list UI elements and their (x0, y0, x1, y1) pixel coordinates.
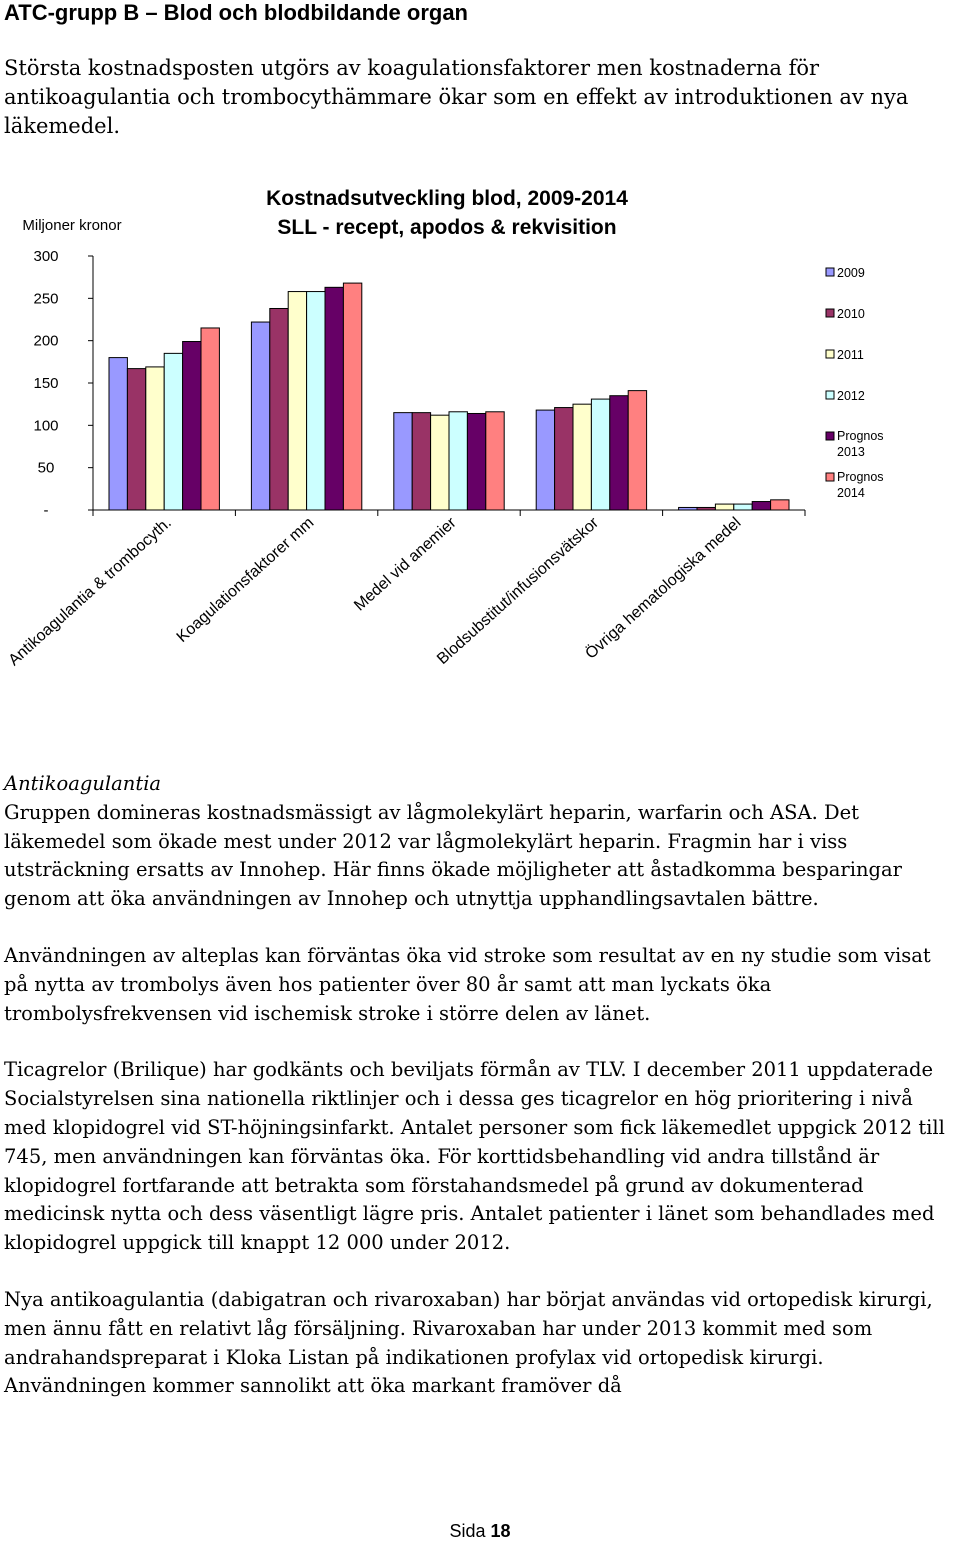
legend-label: 2011 (837, 348, 864, 362)
legend-label: Prognos (837, 470, 884, 484)
bar (394, 413, 412, 510)
bar (201, 328, 219, 510)
bar (146, 367, 164, 510)
footer-label: Sida (449, 1521, 486, 1541)
paragraph-1: Gruppen domineras kostnadsmässigt av lågmolekylärt heparin, warfarin och ASA. Det läkemedel som ökade mest under 2012 var lågmolekylärt heparin. Fragmin har i viss utsträckning ersatts av Innohep. Här finns ökade möjligheter att åstadkomma besparingar genom att öka användningen av Innohep och utnyttja upphandlingsavtalen bättre. (4, 800, 902, 911)
body-text (4, 770, 960, 1401)
legend-swatch (826, 432, 834, 440)
page-number: 18 (490, 1521, 511, 1541)
chart-subtitle: SLL - recept, apodos & rekvisition (277, 216, 617, 239)
bar (734, 504, 752, 510)
bar (307, 292, 325, 510)
legend-label: 2010 (837, 307, 865, 321)
bar (412, 413, 430, 510)
bar (343, 283, 361, 510)
category-label: Blodsubstitut/infusionsvätskor (434, 514, 603, 669)
bar (431, 415, 449, 510)
bar (486, 412, 504, 510)
bar (591, 399, 609, 510)
y-axis-label: Miljoner kronor (22, 217, 122, 234)
y-tick-label: 100 (33, 417, 59, 435)
legend-swatch (826, 268, 834, 276)
legend-label: 2014 (837, 486, 865, 500)
bar (628, 391, 646, 510)
legend-label: Prognos (837, 429, 884, 443)
bar (109, 358, 127, 510)
bar (715, 504, 733, 510)
bar (679, 507, 697, 510)
category-label: Koagulationsfaktorer mm (173, 514, 318, 646)
cost-chart (0, 170, 960, 730)
bar (555, 408, 573, 510)
legend-swatch (826, 350, 834, 358)
bar (270, 308, 288, 510)
legend-label: 2009 (837, 266, 865, 280)
category-label: Medel vid anemier (351, 514, 460, 615)
bar (697, 507, 715, 510)
category-label: Antikoagulantia & trombocyth. (5, 514, 175, 670)
bar (449, 412, 467, 510)
bar (127, 369, 145, 510)
legend-label: 2013 (837, 445, 865, 459)
y-tick-label: 300 (33, 248, 59, 265)
chart-title: Kostnadsutveckling blod, 2009-2014 (266, 187, 628, 210)
bar (610, 396, 628, 510)
y-tick-label: 250 (33, 290, 59, 308)
y-tick-label: 150 (33, 375, 59, 392)
section-title: Antikoagulantia (4, 772, 162, 795)
legend-label: 2012 (837, 389, 865, 403)
bar (752, 502, 770, 510)
paragraph-3: Ticagrelor (Brilique) har godkänts och beviljats förmån av TLV. I december 2011 uppdaterade Socialstyrelsen sina nationella riktlinjer och i dessa ges ticagrelor en hög prioritering i nivå med klopidogrel vid ST-höjningsinfarkt. Antalet personer som fick läkemedlet uppgick 2012 till 745, men användningen kan förväntas öka. För korttidsbehandling vid andra tillstånd är klopidogrel fortfarande att betrakta som förstahandsmedel på grund av dokumenterad medicinsk nytta och dess väsentligt lägre pris. Antalet patienter i länet som behandlades med klopidogrel uppgick till knappt 12 000 under 2012. (4, 1058, 945, 1255)
paragraph-2: Användningen av alteplas kan förväntas öka vid stroke som resultat av en ny studie som visat på nytta av trombolys även hos patienter över 80 år samt att man lyckats öka trombolysfrekvensen vid ischemisk stroke i större delen av länet. (4, 943, 931, 1025)
bar (288, 292, 306, 510)
bar (536, 410, 554, 510)
y-tick-label: 50 (37, 459, 55, 477)
bar (573, 404, 591, 510)
bar (467, 413, 485, 510)
paragraph-4: Nya antikoagulantia (dabigatran och rivaroxaban) har börjat användas vid ortopedisk kirurgi, men ännu fått en relativt låg försäljning. Rivaroxaban har under 2013 kommit med som andrahandspreparat i Kloka Listan på indikationen profylax vid ortopedisk kirurgi. Användningen kommer sannolikt att öka markant framöver då (4, 1287, 933, 1398)
legend-swatch (826, 309, 834, 317)
bar (164, 353, 182, 510)
page-heading: ATC-grupp B – Blod och blodbildande organ (4, 0, 468, 25)
bar (183, 342, 201, 510)
bar (251, 322, 269, 510)
intro-paragraph: Största kostnadsposten utgörs av koagulationsfaktorer men kostnaderna för antikoagulantia och trombocythämmare ökar som en effekt av introduktionen av nya läkemedel. (4, 56, 909, 138)
bar (771, 500, 789, 510)
y-tick-label: 200 (33, 332, 59, 350)
bar (325, 287, 343, 510)
legend-swatch (826, 473, 834, 481)
category-label: Övriga hematologiska medel (582, 514, 745, 663)
legend-swatch (826, 391, 834, 399)
y-tick-label: - (43, 502, 49, 519)
page-footer (0, 1521, 960, 1542)
